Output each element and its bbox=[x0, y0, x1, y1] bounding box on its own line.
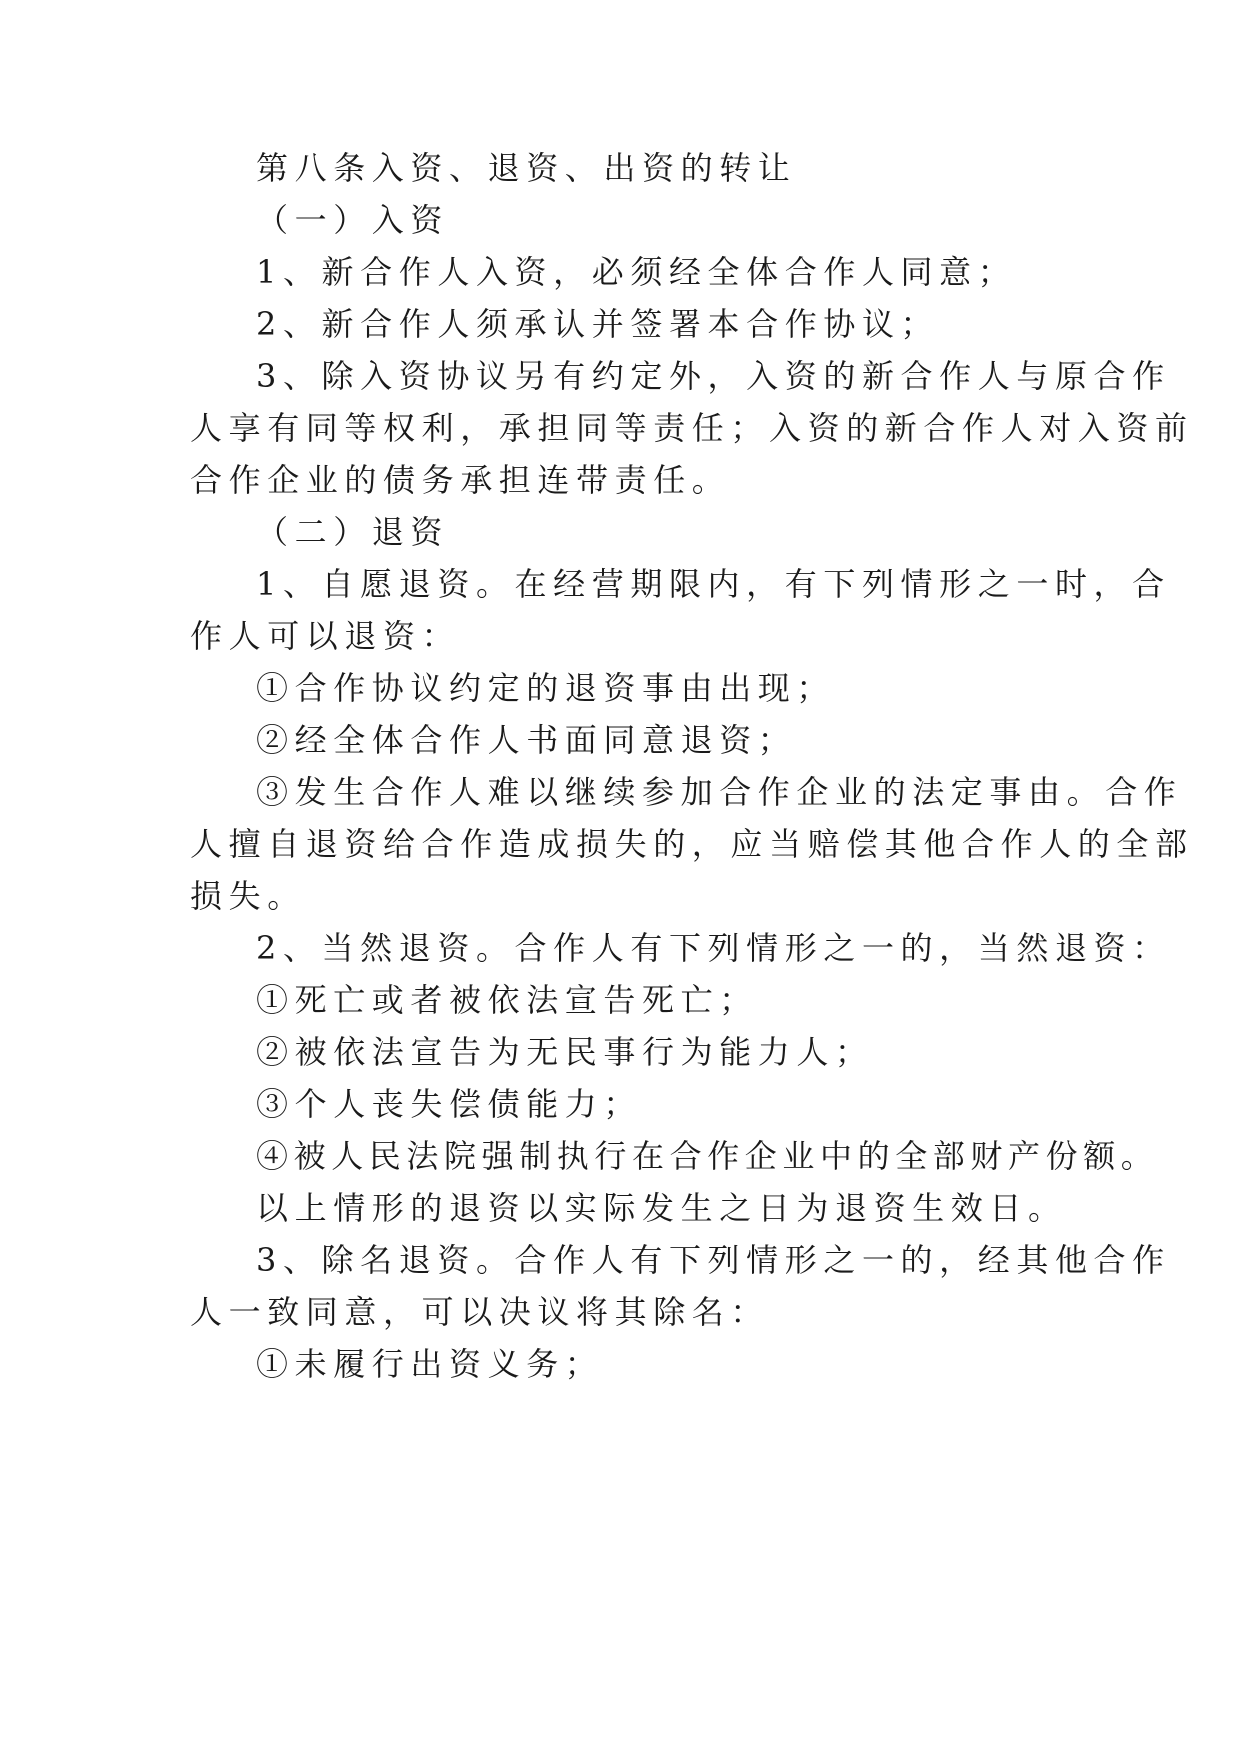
paragraph-line: 合作企业的债务承担连带责任。 bbox=[190, 461, 731, 499]
list-item: ③个人丧失偿债能力； bbox=[256, 1085, 643, 1123]
paragraph-line: 以上情形的退资以实际发生之日为退资生效日。 bbox=[256, 1189, 1067, 1227]
paragraph-line: 3、除名退资。合作人有下列情形之一的，经其他合作 bbox=[256, 1241, 1171, 1279]
list-item: ③发生合作人难以继续参加合作企业的法定事由。合作 bbox=[256, 773, 1183, 811]
list-item: ①未履行出资义务； bbox=[256, 1345, 604, 1383]
section-title-withdrawal: （二）退资 bbox=[256, 513, 450, 551]
list-item: ④被人民法院强制执行在合作企业中的全部财产份额。 bbox=[256, 1137, 1159, 1175]
paragraph-line: 人擅自退资给合作造成损失的，应当赔偿其他合作人的全部 bbox=[190, 825, 1194, 863]
paragraph-line: 3、除入资协议另有约定外，入资的新合作人与原合作 bbox=[256, 357, 1171, 395]
paragraph-line: 人一致同意，可以决议将其除名： bbox=[190, 1293, 770, 1331]
paragraph-line: 1、新合作人入资，必须经全体合作人同意； bbox=[256, 253, 1017, 291]
paragraph-line: 1、自愿退资。在经营期限内，有下列情形之一时，合 bbox=[256, 565, 1171, 603]
paragraph-line: 损失。 bbox=[190, 877, 306, 915]
section-title-capital-contribution: （一）入资 bbox=[256, 201, 450, 239]
list-item: ②经全体合作人书面同意退资； bbox=[256, 721, 797, 759]
article-heading: 第八条入资、退资、出资的转让 bbox=[256, 149, 797, 187]
paragraph-line: 2、当然退资。合作人有下列情形之一的，当然退资： bbox=[256, 929, 1171, 967]
paragraph-line: 人享有同等权利，承担同等责任；入资的新合作人对入资前 bbox=[190, 409, 1194, 447]
list-item: ①合作协议约定的退资事由出现； bbox=[256, 669, 836, 707]
list-item: ②被依法宣告为无民事行为能力人； bbox=[256, 1033, 874, 1071]
list-item: ①死亡或者被依法宣告死亡； bbox=[256, 981, 758, 1019]
paragraph-line: 2、新合作人须承认并签署本合作协议； bbox=[256, 305, 940, 343]
paragraph-line: 作人可以退资： bbox=[190, 617, 461, 655]
